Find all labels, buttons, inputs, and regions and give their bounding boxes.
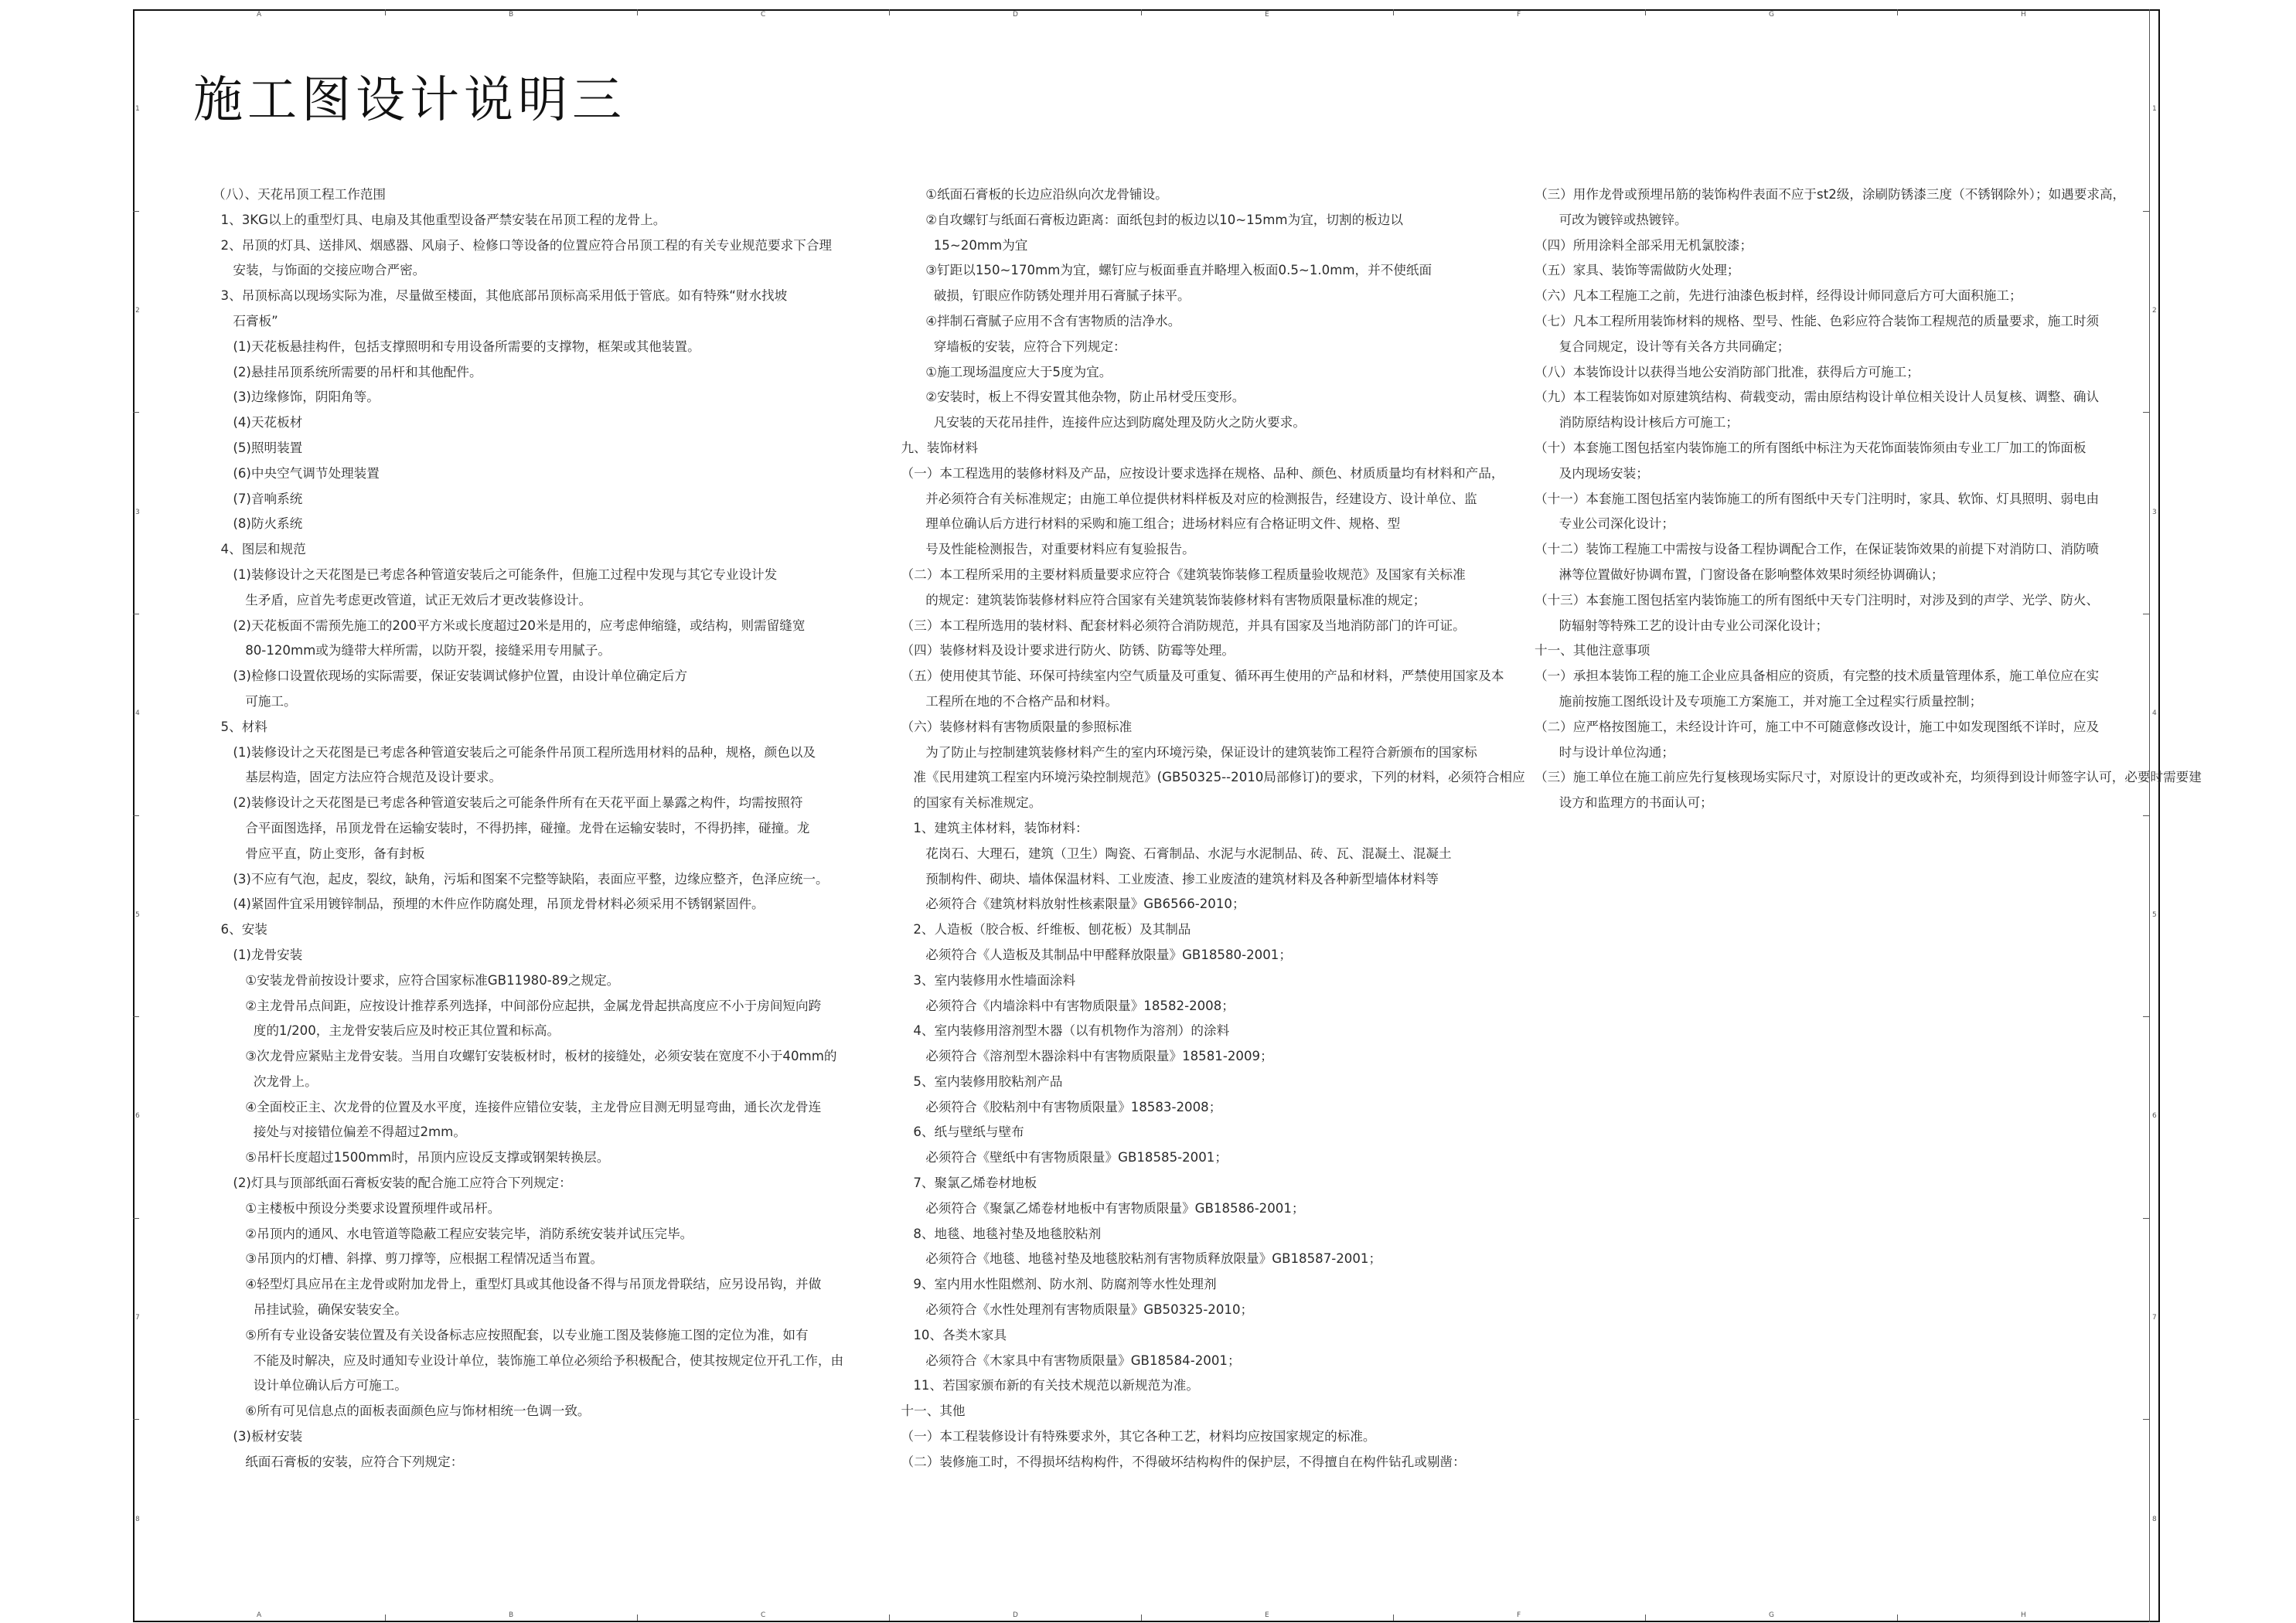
note-line: 复合同规定，设计等有关各方共同确定； bbox=[1535, 339, 1790, 354]
column-ref-bottom: H bbox=[2021, 1611, 2026, 1619]
row-ref-right: 4 bbox=[2152, 709, 2157, 718]
note-line: (4)紧固件宜采用镀锌制品，预埋的木件应作防腐处理，吊顶龙骨材料必须采用不锈钢紧固件。 bbox=[213, 897, 765, 912]
note-line: ②安装时，板上不得安置其他杂物，防止吊材受压变形。 bbox=[893, 390, 1245, 405]
note-line: 吊挂试验，确保安装安全。 bbox=[213, 1302, 407, 1318]
note-line: （五）家具、装饰等需做防火处理； bbox=[1535, 263, 1740, 278]
note-line: ②主龙骨吊点间距，应按设计推荐系列选择，中间部份应起拱，金属龙骨起拱高度应不小于房间短向跨 bbox=[213, 998, 822, 1013]
column-ref-bottom: F bbox=[1517, 1611, 1521, 1619]
note-line: (5)照明装置 bbox=[213, 440, 303, 455]
row-ref-left: 8 bbox=[135, 1515, 140, 1523]
column-ref-top: A bbox=[257, 11, 262, 19]
note-line: 十一、其他 bbox=[893, 1404, 966, 1419]
note-line: 安装，与饰面的交接应吻合严密。 bbox=[213, 263, 426, 278]
frame-tick bbox=[2143, 412, 2149, 413]
note-line: ②吊顶内的通风、水电管道等隐蔽工程应安装完毕，消防系统安装并试压完毕。 bbox=[213, 1226, 693, 1241]
frame-tick bbox=[889, 1614, 890, 1621]
notes-column-middle bbox=[893, 182, 1525, 1475]
row-ref-right: 5 bbox=[2152, 910, 2157, 919]
note-line: ④全面校正主、次龙骨的位置及水平度，连接件应错位安装，主龙骨应目测无明显弯曲，通长次龙骨连 bbox=[213, 1099, 822, 1114]
note-line: （三）用作龙骨或预埋吊筋的装饰构件表面不应于st2级，涂刷防锈漆三度（不锈钢除外）；如遇要求高， bbox=[1535, 187, 2126, 202]
note-line: 及内现场安装； bbox=[1535, 465, 1649, 481]
note-line: 必须符合《建筑材料放射性核素限量》GB6566-2010； bbox=[893, 897, 1245, 912]
note-line: (3)不应有气泡，起皮，裂纹，缺角，污垢和图案不完整等缺陷，表面应平整，边缘应整齐，色泽应统一。 bbox=[213, 871, 829, 886]
column-ref-top: F bbox=[1517, 11, 1521, 19]
notes-column-right bbox=[1535, 182, 2202, 816]
frame-tick bbox=[133, 1419, 139, 1420]
frame-tick bbox=[133, 211, 139, 212]
frame-tick bbox=[1141, 1614, 1142, 1621]
note-line: 7、聚氯乙烯卷材地板 bbox=[893, 1176, 1037, 1191]
frame-tick bbox=[1393, 1614, 1394, 1621]
note-line: （六）装修材料有害物质限量的参照标准 bbox=[893, 719, 1133, 734]
note-line: (7)音响系统 bbox=[213, 491, 303, 506]
note-line: 施前按施工图纸设计及专项施工方案施工，并对施工全过程实行质量控制； bbox=[1535, 693, 1983, 709]
note-line: 理单位确认后方进行材料的采购和施工组合；进场材料应有合格证明文件、规格、型 bbox=[893, 516, 1401, 532]
frame-tick bbox=[1393, 9, 1394, 15]
note-line: 2、人造板（胶合板、纤维板、刨花板）及其制品 bbox=[893, 922, 1191, 937]
note-line: ④拌制石膏腻子应用不含有害物质的洁净水。 bbox=[893, 313, 1181, 328]
row-ref-left: 4 bbox=[135, 709, 140, 718]
note-line: ②自攻螺钉与纸面石膏板边距离：面纸包封的板边以10~15mm为宜，切割的板边以 bbox=[893, 212, 1403, 227]
note-line: 可改为镀锌或热镀锌。 bbox=[1535, 212, 1688, 227]
note-line: 可施工。 bbox=[213, 693, 297, 709]
note-line: （四）所用涂料全部采用无机氯胶漆； bbox=[1535, 237, 1753, 253]
note-line: 准《民用建筑工程室内环境污染控制规范》(GB50325--2010局部修订)的要求，下列的材料，必须符合相应 bbox=[893, 770, 1525, 785]
note-line: 淋等位置做好协调布置，门窗设备在影响整体效果时须经协调确认； bbox=[1535, 567, 1944, 582]
frame-tick bbox=[1645, 9, 1646, 15]
note-line: 必须符合《溶剂型木器涂料中有害物质限量》18581-2009； bbox=[893, 1049, 1273, 1064]
note-line: (1)天花板悬挂构件，包括支撑照明和专用设备所需要的支撑物，框架或其他装置。 bbox=[213, 339, 700, 354]
note-line: （五）使用使其节能、环保可持续室内空气质量及可重复、循环再生使用的产品和材料，严禁使用国家及本 bbox=[893, 669, 1504, 684]
note-line: （一）本工程选用的装修材料及产品，应按设计要求选择在规格、品种、颜色、材质质量均有材料和产品， bbox=[893, 465, 1504, 481]
row-ref-right: 1 bbox=[2152, 105, 2157, 114]
note-line: 3、室内装修用水性墙面涂料 bbox=[893, 972, 1076, 988]
note-line: (1)龙骨安装 bbox=[213, 947, 303, 962]
note-line: 4、图层和规范 bbox=[213, 542, 306, 557]
note-line: （七）凡本工程所用装饰材料的规格、型号、性能、色彩应符合装饰工程规范的质量要求，施工时须 bbox=[1535, 313, 2100, 328]
note-line: （十三）本套施工图包括室内装饰施工的所有图纸中天专门注明时，对涉及到的声学、光学、防火、 bbox=[1535, 592, 2100, 607]
row-ref-right: 8 bbox=[2152, 1515, 2157, 1523]
frame-tick bbox=[637, 1614, 638, 1621]
frame-tick bbox=[133, 815, 139, 816]
frame-tick bbox=[2143, 1218, 2149, 1219]
note-line: 专业公司深化设计； bbox=[1535, 516, 1674, 532]
note-line: （三）本工程所选用的装材料、配套材料必须符合消防规范，并具有国家及当地消防部门的许可证。 bbox=[893, 618, 1466, 633]
note-line: （二）装修施工时，不得损坏结构构件，不得破坏结构构件的保护层，不得擅自在构件钻孔或剔凿： bbox=[893, 1454, 1466, 1469]
note-line: 5、材料 bbox=[213, 719, 267, 734]
frame-tick bbox=[2143, 1419, 2149, 1420]
note-line: 6、纸与壁纸与壁布 bbox=[893, 1125, 1024, 1140]
note-line: ③吊顶内的灯槽、斜撑、剪刀撑等，应根据工程情况适当布置。 bbox=[213, 1251, 604, 1267]
column-ref-top: C bbox=[761, 11, 766, 19]
note-line: 的规定：建筑装饰装修材料应符合国家有关建筑装饰装修材料有害物质限量标准的规定； bbox=[893, 592, 1426, 607]
note-line: （十二）装饰工程施工中需按与设备工程协调配合工作，在保证装饰效果的前提下对消防口、消防喷 bbox=[1535, 542, 2100, 557]
frame-tick bbox=[1897, 1614, 1898, 1621]
note-line: (1)装修设计之天花图是已考虑各种管道安装后之可能条件吊顶工程所选用材料的品种，规格，颜色以及 bbox=[213, 744, 816, 760]
row-ref-left: 6 bbox=[135, 1112, 140, 1121]
note-line: (8)防火系统 bbox=[213, 516, 303, 532]
note-line: 破损，钉眼应作防锈处理并用石膏腻子抹平。 bbox=[893, 288, 1191, 304]
row-ref-right: 6 bbox=[2152, 1112, 2157, 1121]
note-line: （一）本工程装修设计有特殊要求外，其它各种工艺，材料均应按国家规定的标准。 bbox=[893, 1429, 1376, 1444]
notes-column-left bbox=[213, 182, 843, 1475]
column-ref-top: H bbox=[2021, 11, 2026, 19]
frame-tick bbox=[1141, 9, 1142, 15]
column-ref-top: B bbox=[509, 11, 514, 19]
row-ref-right: 2 bbox=[2152, 306, 2157, 315]
note-line: (1)装修设计之天花图是已考虑各种管道安装后之可能条件，但施工过程中发现与其它专业设计发 bbox=[213, 567, 778, 582]
column-ref-bottom: D bbox=[1013, 1611, 1018, 1619]
note-line: 基层构造，固定方法应符合规范及设计要求。 bbox=[213, 770, 502, 785]
note-line: （三）施工单位在施工前应先行复核现场实际尺寸，对原设计的更改或补充，均须得到设计师签字认可，必要时需要建 bbox=[1535, 770, 2202, 785]
row-ref-left: 1 bbox=[135, 105, 140, 114]
note-line: (2)悬挂吊顶系统所需要的吊杆和其他配件。 bbox=[213, 364, 482, 379]
frame-tick bbox=[2143, 211, 2149, 212]
note-line: (3)板材安装 bbox=[213, 1429, 303, 1444]
note-line: ③次龙骨应紧贴主龙骨安装。当用自攻螺钉安装板材时，板材的接缝处，必须安装在宽度不小于40mm的 bbox=[213, 1049, 837, 1064]
note-line: ⑥所有可见信息点的面板表面颜色应与饰材相统一色调一致。 bbox=[213, 1404, 591, 1419]
note-line: 骨应平直，防止变形，备有封板 bbox=[213, 846, 425, 861]
note-line: （一）承担本装饰工程的施工企业应具备相应的资质，有完整的技术质量管理体系，施工单位应在实 bbox=[1535, 669, 2100, 684]
note-line: 必须符合《内墙涂料中有害物质限量》18582-2008； bbox=[893, 998, 1235, 1013]
frame-tick bbox=[2143, 1016, 2149, 1017]
note-line: （八）、天花吊顶工程工作范围 bbox=[213, 187, 387, 202]
note-line: 次龙骨上。 bbox=[213, 1073, 318, 1089]
row-ref-left: 3 bbox=[135, 508, 140, 516]
row-ref-right: 7 bbox=[2152, 1314, 2157, 1322]
row-ref-left: 5 bbox=[135, 910, 140, 919]
note-line: （二）应严格按图施工，未经设计许可，施工中不可随意修改设计，施工中如发现图纸不详时，应及 bbox=[1535, 719, 2100, 734]
note-line: 为了防止与控制建筑装修材料产生的室内环境污染，保证设计的建筑装饰工程符合新颁布的国家标 bbox=[893, 744, 1477, 760]
note-line: （八）本装饰设计以获得当地公安消防部门批准，获得后方可施工； bbox=[1535, 364, 1920, 379]
note-line: 十一、其他注意事项 bbox=[1535, 643, 1650, 658]
frame-tick bbox=[133, 412, 139, 413]
note-line: ⑤吊杆长度超过1500mm时，吊顶内应设反支撑或钢架转换层。 bbox=[213, 1150, 610, 1165]
note-line: 必须符合《木家具中有害物质限量》GB18584-2001； bbox=[893, 1352, 1241, 1368]
note-line: ⑤所有专业设备安装位置及有关设备标志应按照配套，以专业施工图及装修施工图的定位为准，如有 bbox=[213, 1327, 809, 1342]
note-line: 的国家有关标准规定。 bbox=[893, 795, 1042, 811]
column-ref-bottom: G bbox=[1769, 1611, 1774, 1619]
note-line: 时与设计单位沟通； bbox=[1535, 744, 1674, 760]
note-line: 消防原结构设计核后方可施工； bbox=[1535, 415, 1739, 430]
note-line: 必须符合《聚氯乙烯卷材地板中有害物质限量》GB18586-2001； bbox=[893, 1200, 1305, 1216]
column-ref-top: D bbox=[1013, 11, 1018, 19]
row-ref-left: 2 bbox=[135, 306, 140, 315]
note-line: 凡安装的天花吊挂件，连接件应达到防腐处理及防火之防火要求。 bbox=[893, 415, 1306, 430]
note-line: 必须符合《人造板及其制品中甲醛释放限量》GB18580-2001； bbox=[893, 947, 1292, 962]
note-line: 预制构件、砌块、墙体保温材料、工业废渣、掺工业废渣的建筑材料及各种新型墙体材料等 bbox=[893, 871, 1439, 886]
note-line: 度的1/200，主龙骨安装后应及时校正其位置和标高。 bbox=[213, 1023, 560, 1039]
column-ref-top: E bbox=[1265, 11, 1269, 19]
note-line: 号及性能检测报告，对重要材料应有复验报告。 bbox=[893, 542, 1195, 557]
note-line: 80-120mm或为缝带大样所需，以防开裂，接缝采用专用腻子。 bbox=[213, 643, 611, 658]
frame-tick bbox=[889, 9, 890, 15]
note-line: 必须符合《地毯、地毯衬垫及地毯胶粘剂有害物质释放限量》GB18587-2001； bbox=[893, 1251, 1382, 1267]
note-line: 2、吊顶的灯具、送排风、烟感器、风扇子、检修口等设备的位置应符合吊顶工程的有关专业规范要求下合理 bbox=[213, 237, 833, 253]
note-line: 不能及时解决，应及时通知专业设计单位，装饰施工单位必须给予积极配合，使其按规定位开孔工作，由 bbox=[213, 1352, 844, 1368]
note-line: 生矛盾，应首先考虑更改管道，试正无效后才更改装修设计。 bbox=[213, 592, 592, 607]
note-line: 必须符合《水性处理剂有害物质限量》GB50325-2010； bbox=[893, 1302, 1254, 1318]
column-ref-bottom: C bbox=[761, 1611, 766, 1619]
frame-tick bbox=[1645, 1614, 1646, 1621]
note-line: （十）本套施工图包括室内装饰施工的所有图纸中标注为天花饰面装饰须由专业工厂加工的饰面板 bbox=[1535, 440, 2086, 455]
frame-tick bbox=[2143, 815, 2149, 816]
note-line: ①纸面石膏板的长边应沿纵向次龙骨铺设。 bbox=[893, 187, 1168, 202]
column-ref-bottom: A bbox=[257, 1611, 262, 1619]
note-line: 必须符合《胶粘剂中有害物质限量》18583-2008； bbox=[893, 1099, 1222, 1114]
frame-tick bbox=[637, 9, 638, 15]
column-ref-bottom: B bbox=[509, 1611, 514, 1619]
note-line: 3、吊顶标高以现场实际为准，尽量做至楼面，其他底部吊顶标高采用低于管底。如有特殊“财水找坡 bbox=[213, 288, 788, 304]
note-line: 15~20mm为宜 bbox=[893, 237, 1028, 253]
note-line: 9、室内用水性阻燃剂、防水剂、防腐剂等水性处理剂 bbox=[893, 1277, 1217, 1292]
note-line: 10、各类木家具 bbox=[893, 1327, 1007, 1342]
note-line: 合平面图选择，吊顶龙骨在运输安装时，不得扔摔，碰撞。龙骨在运输安装时，不得扔摔，碰撞。龙 bbox=[213, 820, 810, 835]
note-line: （二）本工程所采用的主要材料质量要求应符合《建筑装饰装修工程质量验收规范》及国家有关标准 bbox=[893, 567, 1466, 582]
note-line: (3)边缘修饰，阴阳角等。 bbox=[213, 390, 380, 405]
note-line: (2)天花板面不需预先施工的200平方米或长度超过20米是用的，应考虑伸缩缝，或结构，则需留缝宽 bbox=[213, 618, 806, 633]
note-line: ③钉距以150~170mm为宜，螺钉应与板面垂直并略埋入板面0.5~1.0mm，并不使纸面 bbox=[893, 263, 1432, 278]
note-line: ①施工现场温度应大于5度为宜。 bbox=[893, 364, 1112, 379]
note-line: 接处与对接错位偏差不得超过2mm。 bbox=[213, 1125, 466, 1140]
note-line: 九、装饰材料 bbox=[893, 440, 979, 455]
frame-tick bbox=[1897, 9, 1898, 15]
row-ref-right: 3 bbox=[2152, 508, 2157, 516]
frame-tick bbox=[133, 1218, 139, 1219]
note-line: 6、安装 bbox=[213, 922, 267, 937]
frame-tick bbox=[385, 1614, 386, 1621]
note-line: 8、地毯、地毯衬垫及地毯胶粘剂 bbox=[893, 1226, 1102, 1241]
note-line: 防辐射等特殊工艺的设计由专业公司深化设计； bbox=[1535, 618, 1829, 633]
note-line: 11、若国家颁布新的有关技术规范以新规范为准。 bbox=[893, 1378, 1199, 1393]
note-line: 并必须符合有关标准规定；由施工单位提供材料样板及对应的检测报告，经建设方、设计单位、监 bbox=[893, 491, 1477, 506]
column-ref-bottom: E bbox=[1265, 1611, 1269, 1619]
note-line: 工程所在地的不合格产品和材料。 bbox=[893, 693, 1119, 709]
row-ref-left: 7 bbox=[135, 1314, 140, 1322]
frame-tick bbox=[133, 1016, 139, 1017]
note-line: 穿墙板的安装，应符合下列规定： bbox=[893, 339, 1126, 354]
note-line: （四）装修材料及设计要求进行防火、防锈、防霉等处理。 bbox=[893, 643, 1235, 658]
page-title: 施工图设计说明三 bbox=[193, 72, 626, 129]
note-line: (4)天花板材 bbox=[213, 415, 303, 430]
note-line: ①主楼板中预设分类要求设置预埋件或吊杆。 bbox=[213, 1200, 501, 1216]
note-line: (6)中央空气调节处理装置 bbox=[213, 465, 380, 481]
column-ref-top: G bbox=[1769, 11, 1774, 19]
note-line: 1、建筑主体材料，装饰材料： bbox=[893, 820, 1088, 835]
note-line: (3)检修口设置依现场的实际需要，保证安装调试修护位置，由设计单位确定后方 bbox=[213, 669, 688, 684]
note-line: （六）凡本工程施工之前，先进行油漆色板封样，经得设计师同意后方可大面积施工； bbox=[1535, 288, 2022, 304]
note-line: 1、3KG以上的重型灯具、电扇及其他重型设备严禁安装在吊顶工程的龙骨上。 bbox=[213, 212, 666, 227]
note-line: （十一）本套施工图包括室内装饰施工的所有图纸中天专门注明时，家具、软饰、灯具照明、弱电由 bbox=[1535, 491, 2100, 506]
note-line: 纸面石膏板的安装，应符合下列规定： bbox=[213, 1454, 464, 1469]
note-line: 设方和监理方的书面认可； bbox=[1535, 795, 1713, 811]
note-line: 石膏板” bbox=[213, 313, 278, 328]
note-line: ④轻型灯具应吊在主龙骨或附加龙骨上，重型灯具或其他设备不得与吊顶龙骨联结，应另设吊钩，并做 bbox=[213, 1277, 822, 1292]
note-line: 5、室内装修用胶粘剂产品 bbox=[893, 1073, 1063, 1089]
note-line: 必须符合《壁纸中有害物质限量》GB18585-2001； bbox=[893, 1150, 1228, 1165]
note-line: 花岗石、大理石，建筑（卫生）陶瓷、石膏制品、水泥与水泥制品、砖、瓦、混凝土、混凝土 bbox=[893, 846, 1452, 861]
note-line: (2)灯具与顶部纸面石膏板安装的配合施工应符合下列规定： bbox=[213, 1176, 572, 1191]
note-line: 4、室内装修用溶剂型木器（以有机物作为溶剂）的涂料 bbox=[893, 1023, 1230, 1039]
note-line: 设计单位确认后方可施工。 bbox=[213, 1378, 407, 1393]
note-line: （九）本工程装饰如对原建筑结构、荷载变动，需由原结构设计单位相关设计人员复核、调整、确认 bbox=[1535, 390, 2100, 405]
frame-tick bbox=[385, 9, 386, 15]
note-line: (2)装修设计之天花图是已考虑各种管道安装后之可能条件所有在天花平面上暴露之构件，均需按照符 bbox=[213, 795, 803, 811]
note-line: ①安装龙骨前按设计要求，应符合国家标准GB11980-89之规定。 bbox=[213, 972, 620, 988]
